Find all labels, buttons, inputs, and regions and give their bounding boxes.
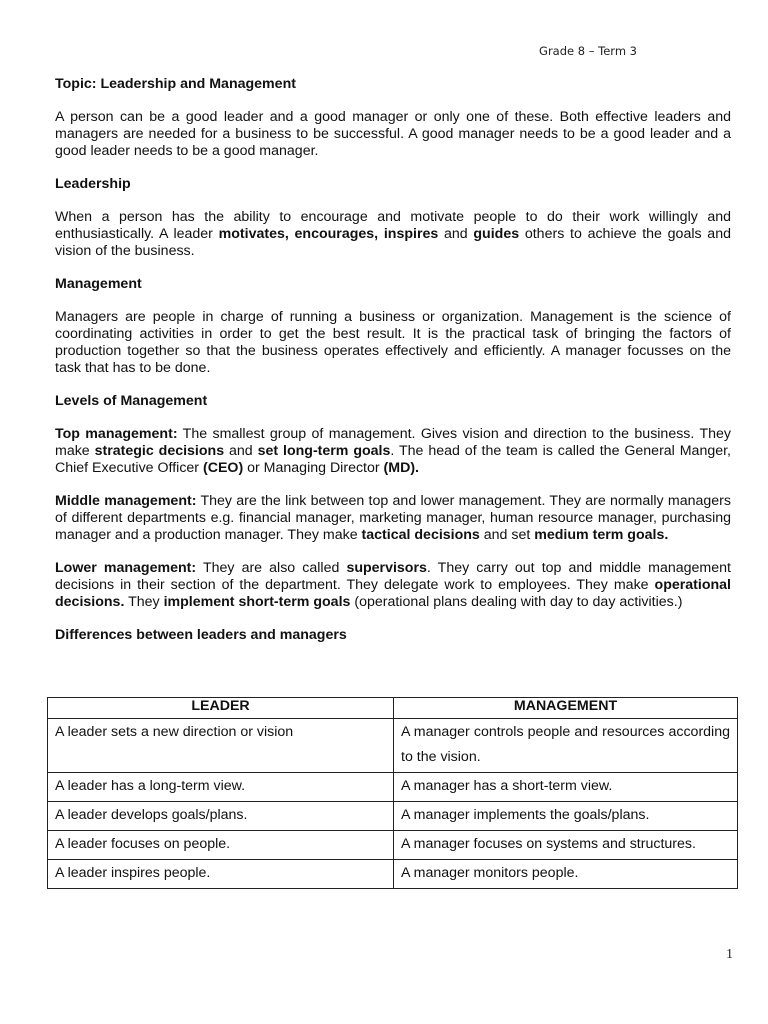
- leadership-paragraph: [55, 209, 731, 260]
- text-run: and: [224, 443, 258, 459]
- table-row: [48, 860, 738, 889]
- column-header-management: MANAGEMENT: [394, 698, 738, 719]
- management-paragraph: Managers are people in charge of running a business or organization. Management is the science of coordinating activities in order to get the best result. It is the practical task of bringing the factors of production together so that the business operates effectively and efficiently. A manager focusses on the task that has to be done.: [55, 309, 731, 376]
- text-run: . The head of the team is called the General Manger, Chief Executive Officer: [55, 443, 732, 476]
- text-run: . They carry out top and middle management decisions in their section of the department. They delegate work to employees. They make: [55, 560, 731, 593]
- bold-run: motivates, encourages, inspires: [218, 226, 439, 242]
- text-run: They are also called: [196, 560, 347, 576]
- manager-cell: A manager implements the goals/plans.: [394, 802, 738, 831]
- leader-cell: A leader develops goals/plans.: [48, 802, 394, 831]
- manager-cell: A manager focuses on systems and structures.: [394, 831, 738, 860]
- bold-run: medium term goals.: [534, 527, 669, 543]
- manager-cell: A manager has a short-term view.: [394, 773, 738, 802]
- levels-heading: Levels of Management: [55, 393, 208, 409]
- text-run: or Managing Director: [243, 460, 384, 476]
- leader-cell: A leader inspires people.: [48, 860, 394, 889]
- document-body: [55, 76, 731, 660]
- grade-term-label: Grade 8 – Term 3: [539, 44, 637, 58]
- table-header-row: [48, 698, 738, 719]
- leader-cell: A leader focuses on people.: [48, 831, 394, 860]
- text-run: The smallest group of management. Gives vision and direction to the business. They make: [55, 426, 731, 459]
- table-row: [48, 719, 738, 773]
- page-number: 1: [726, 947, 733, 962]
- bold-run: operational decisions.: [55, 577, 731, 610]
- leadership-heading: Leadership: [55, 176, 131, 192]
- topic-heading: Topic: Leadership and Management: [55, 76, 296, 92]
- bold-run: guides: [473, 226, 520, 242]
- bold-run: implement short-term goals: [163, 594, 351, 610]
- bold-run: (MD).: [383, 460, 420, 476]
- leader-cell: A leader has a long-term view.: [48, 773, 394, 802]
- text-run: and set: [479, 527, 535, 543]
- intro-paragraph: A person can be a good leader and a good manager or only one of these. Both effective leaders and managers are needed for a business to be successful. A good manager needs to be a good leader and a good leader needs to be a good manager.: [55, 109, 731, 159]
- bold-run: supervisors: [346, 560, 427, 576]
- text-run: They: [124, 594, 164, 610]
- text-run: others to achieve the goals and vision of the business.: [55, 226, 731, 259]
- text-run: (operational plans dealing with day to day activities.): [350, 594, 683, 610]
- bold-run: strategic decisions: [94, 443, 225, 459]
- table-row: [48, 802, 738, 831]
- text-run: and: [438, 226, 474, 242]
- table-row: [48, 831, 738, 860]
- leader-cell: A leader sets a new direction or vision: [48, 719, 394, 773]
- table-row: [48, 773, 738, 802]
- bold-run: set long-term goals: [257, 443, 391, 459]
- differences-table: [47, 697, 738, 889]
- text-run: When a person has the ability to encourage and motivate people to do their work willingly and enthusiastically. A leader: [55, 209, 731, 242]
- text-run: They are the link between top and lower management. They are normally managers of different departments e.g. financial manager, marketing manager, human resource manager, purchasing manager and a production manager. They make: [55, 493, 731, 543]
- middle-management-paragraph: [55, 493, 731, 544]
- manager-cell: A manager controls people and resources according to the vision.: [394, 719, 738, 773]
- bold-run: tactical decisions: [361, 527, 480, 543]
- middle-management-label: Middle management:: [55, 493, 197, 509]
- top-management-paragraph: [55, 426, 731, 477]
- management-heading: Management: [55, 276, 142, 292]
- lower-management-paragraph: [55, 560, 731, 611]
- differences-heading: Differences between leaders and managers: [55, 627, 347, 643]
- column-header-leader: LEADER: [48, 698, 394, 719]
- manager-cell: A manager monitors people.: [394, 860, 738, 889]
- bold-run: (CEO): [202, 460, 244, 476]
- lower-management-label: Lower management:: [55, 560, 197, 576]
- top-management-label: Top management:: [55, 426, 178, 442]
